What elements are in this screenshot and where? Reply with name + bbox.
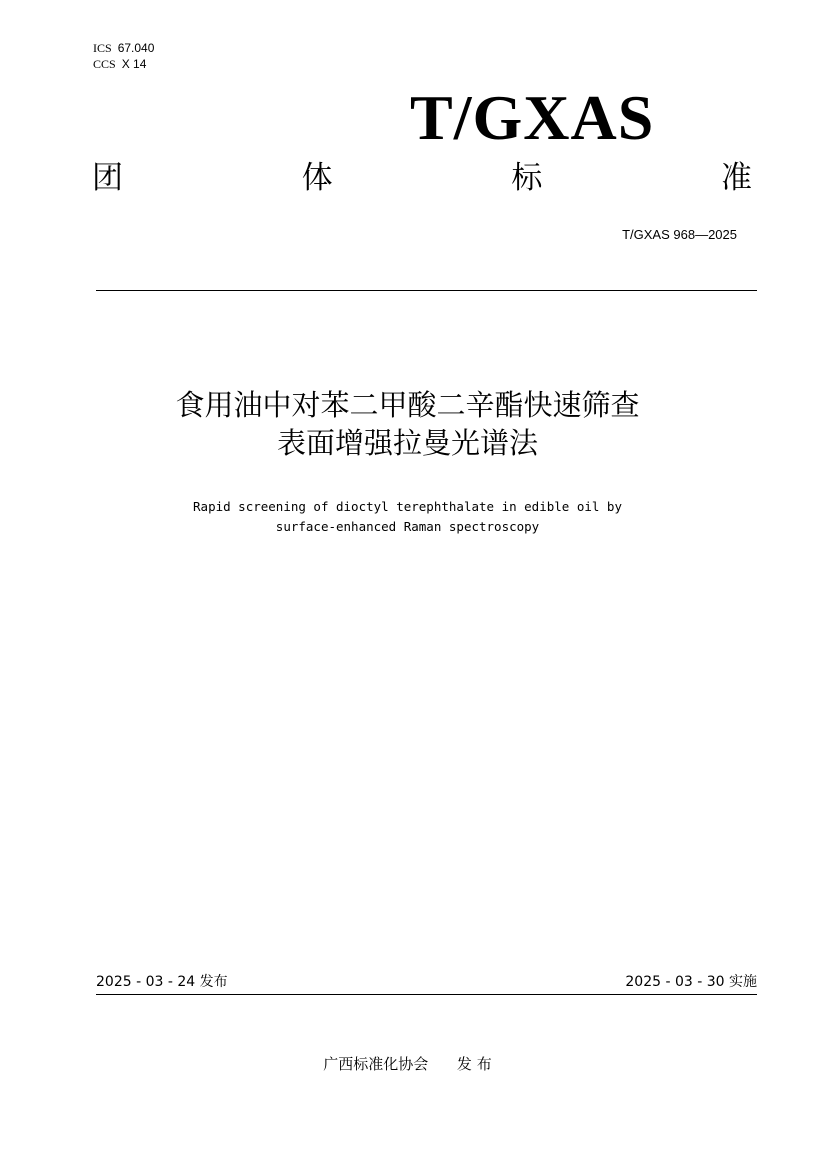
standard-number: T/GXAS 968—2025	[622, 227, 737, 242]
ics-value: 67.040	[117, 41, 155, 55]
dates-row	[96, 972, 757, 994]
english-title-line-2: surface-enhanced Raman spectroscopy	[275, 519, 540, 534]
issue-date: 2025 - 03 - 24 发布	[96, 974, 228, 990]
standard-type-char: 准	[720, 160, 752, 196]
ccs-value: X 14	[121, 57, 147, 71]
publisher-name: 广西标准化协会	[323, 1055, 429, 1073]
bottom-divider	[96, 994, 757, 995]
ics-label: ICS	[93, 41, 112, 55]
ccs-line	[93, 56, 154, 72]
classification-block	[93, 40, 154, 72]
standard-type-char: 标	[511, 160, 543, 196]
standard-type-heading	[92, 158, 752, 198]
ccs-label: CCS	[93, 57, 116, 71]
standard-logo: T/GXAS	[410, 82, 655, 153]
top-divider	[96, 290, 757, 291]
chinese-title	[60, 386, 755, 462]
publisher-line	[0, 1053, 815, 1075]
ics-line	[93, 40, 154, 56]
chinese-title-line-2: 表面增强拉曼光谱法	[276, 426, 538, 460]
english-title	[60, 497, 755, 537]
chinese-title-line-1: 食用油中对苯二甲酸二辛酯快速筛查	[175, 388, 640, 422]
publish-action: 发 布	[456, 1055, 492, 1073]
standard-type-char: 体	[301, 160, 333, 196]
standard-type-char: 团	[92, 160, 123, 196]
implementation-date: 2025 - 03 - 30 实施	[625, 974, 757, 990]
english-title-line-1: Rapid screening of dioctyl terephthalate in edible oil by	[193, 499, 622, 514]
